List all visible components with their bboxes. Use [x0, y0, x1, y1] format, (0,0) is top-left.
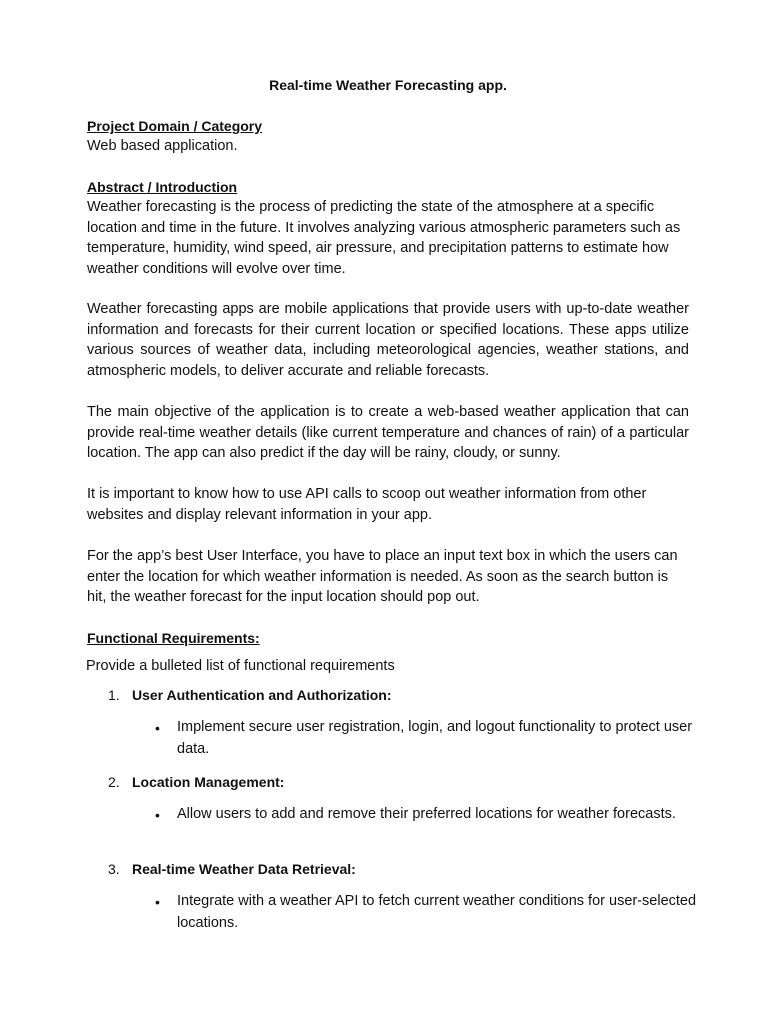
- requirement-2-number: 2.: [108, 774, 120, 790]
- bullet-icon: •: [155, 807, 160, 823]
- functional-requirements-intro: Provide a bulleted list of functional requirements: [86, 658, 395, 674]
- requirement-3-number: 3.: [108, 861, 120, 877]
- abstract-heading: Abstract / Introduction: [87, 179, 238, 195]
- requirement-1-number: 1.: [108, 687, 120, 703]
- abstract-paragraph-1: Weather forecasting is the process of predicting the state of the atmosphere at a specific location and time in the future. It involves analyzing various atmospheric parameters such as temperature, humidity, wind speed, air pressure, and precipitation patterns to estimate how weather conditions will evolve over time.: [87, 199, 681, 277]
- document-title: Real-time Weather Forecasting app.: [269, 77, 507, 93]
- project-domain-text: Web based application.: [87, 138, 238, 154]
- project-domain-heading: Project Domain / Category: [87, 118, 263, 134]
- bullet-icon: •: [155, 894, 160, 910]
- functional-requirements-heading: Functional Requirements:: [87, 630, 260, 646]
- requirement-2-detail: Allow users to add and remove their preferred locations for weather forecasts.: [177, 806, 676, 822]
- requirement-1-title: User Authentication and Authorization:: [132, 687, 392, 703]
- abstract-paragraph-3: The main objective of the application is to create a web-based weather application that can provide real-time weather details (like current temperature and chances of rain) of a particular location. The app can also predict if the day will be rainy, cloudy, or sunny.: [87, 404, 689, 462]
- abstract-paragraph-4: It is important to know how to use API calls to scoop out weather information from other websites and display relevant information in your app.: [87, 486, 647, 523]
- abstract-paragraph-2: Weather forecasting apps are mobile applications that provide users with up-to-date weather information and forecasts for their current location or specified locations. These apps utilize various sources of weather data, including meteorological agencies, weather stations, and atmospheric models, to deliver accurate and reliable forecasts.: [87, 301, 689, 379]
- requirement-1-detail: Implement secure user registration, login, and logout functionality to protect user data.: [177, 719, 693, 757]
- requirement-2-title: Location Management:: [132, 774, 285, 790]
- requirement-3-title: Real-time Weather Data Retrieval:: [132, 861, 356, 877]
- abstract-paragraph-5: For the app’s best User Interface, you have to place an input text box in which the users can enter the location for which weather information is needed. As soon as the search button is hit, the weather forecast for the input location should pop out.: [87, 548, 678, 606]
- requirement-3-detail: Integrate with a weather API to fetch current weather conditions for user-selected locations.: [177, 893, 697, 931]
- bullet-icon: •: [155, 720, 160, 736]
